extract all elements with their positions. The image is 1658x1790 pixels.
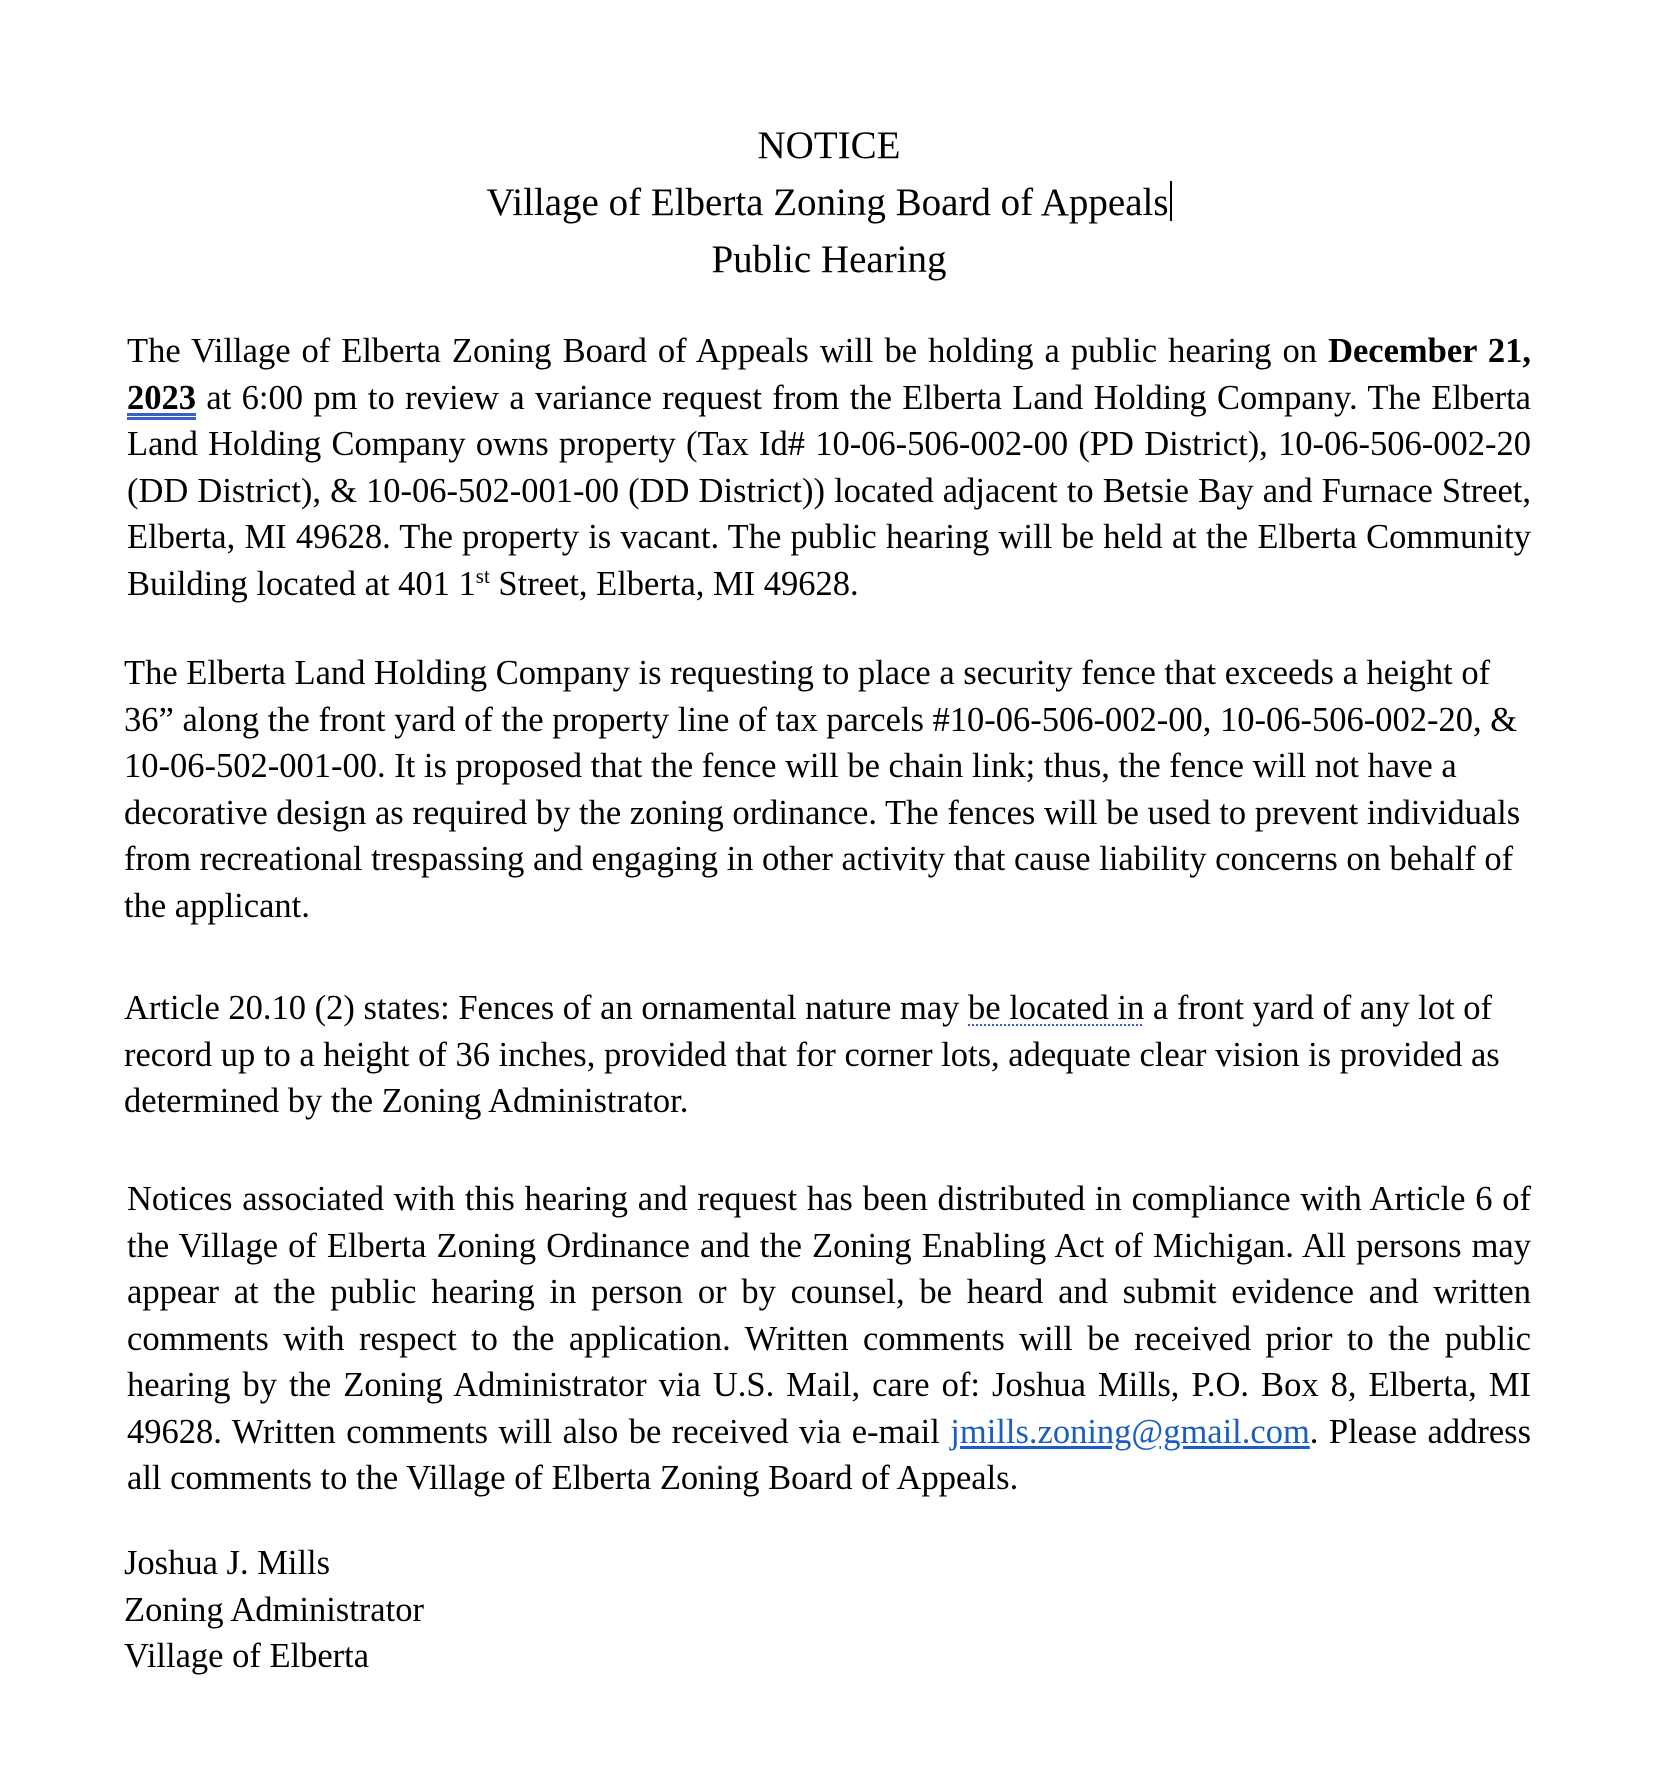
- paragraph-comments-info: [127, 1176, 1531, 1502]
- p1-intro: The Village of Elberta Zoning Board of Appeals will be holding a public hearing on: [127, 332, 1329, 370]
- p3-body: a front yard of any lot of record up to a height of 36 inches, provided that for corner lots, adequate clear vision is provided as determined by the Zoning Administrator.: [124, 989, 1500, 1120]
- signature-block: [124, 1540, 924, 1680]
- signature-organization: Village of Elberta: [124, 1637, 370, 1675]
- heading-board-name: [0, 174, 1658, 231]
- heading-board-name-text: Village of Elberta Zoning Board of Appeals: [486, 181, 1169, 224]
- paragraph-hearing-announcement: [127, 328, 1531, 607]
- signature-name: Joshua J. Mills: [124, 1544, 331, 1582]
- ordinal-superscript: st: [475, 563, 490, 588]
- heading-notice: NOTICE: [757, 124, 901, 167]
- notice-heading: [0, 117, 1658, 288]
- proofing-underlined-phrase: be located in: [968, 989, 1145, 1027]
- hearing-date-year: 2023: [127, 378, 196, 417]
- paragraph-fence-request: The Elberta Land Holding Company is requesting to place a security fence that exceeds a height of 36” along the front yard of the property line of tax parcels #10-06-506-002-00, 10-06-506-002-20, & 10-06-502-001-00. It is proposed that the fence will be chain link; thus, the fence will not have a decorative design as required by the zoning ordinance. The fences will be used to prevent individuals from recreational trespassing and engaging in other activity that cause liability concerns on behalf of the applicant.: [124, 654, 1521, 925]
- text-cursor: [1170, 181, 1172, 221]
- p1-tail: Street, Elberta, MI 49628.: [489, 564, 859, 603]
- signature-title: Zoning Administrator: [124, 1590, 424, 1629]
- p4-tail: . Please address all comments to the Village of Elberta Zoning Board of Appeals.: [127, 1412, 1531, 1497]
- hearing-date-month-day: December 21,: [1328, 332, 1531, 370]
- p3-intro: Article 20.10 (2) states: Fences of an ornamental nature may: [124, 989, 969, 1027]
- email-link[interactable]: jmills.zoning@gmail.com: [950, 1412, 1310, 1451]
- paragraph-article-quote: [124, 985, 1544, 1125]
- p1-body: at 6:00 pm to review a variance request from the Elberta Land Holding Company. The Elberta Land Holding Company owns property (Tax Id# 10-06-506-002-00 (PD District), 10-06-506-002-20 (DD District), & 10-06-502-001-00 (DD District)) located adjacent to Betsie Bay and Furnace Street, Elberta, MI 49628. The property is vacant. The public hearing will be held at the Elberta Community Building located at 401 1: [127, 378, 1531, 603]
- p4-body: Notices associated with this hearing and request has been distributed in compliance with Article 6 of the Village of Elberta Zoning Ordinance and the Zoning Enabling Act of Michigan. All persons may appear at the public hearing in person or by counsel, be heard and submit evidence and written comments with respect to the application. Written comments will be received prior to the public hearing by the Zoning Administrator via U.S. Mail, care of: Joshua Mills, P.O. Box 8, Elberta, MI 49628. Written comments will also be received via e-mail: [127, 1180, 1531, 1451]
- heading-public-hearing: Public Hearing: [711, 238, 947, 281]
